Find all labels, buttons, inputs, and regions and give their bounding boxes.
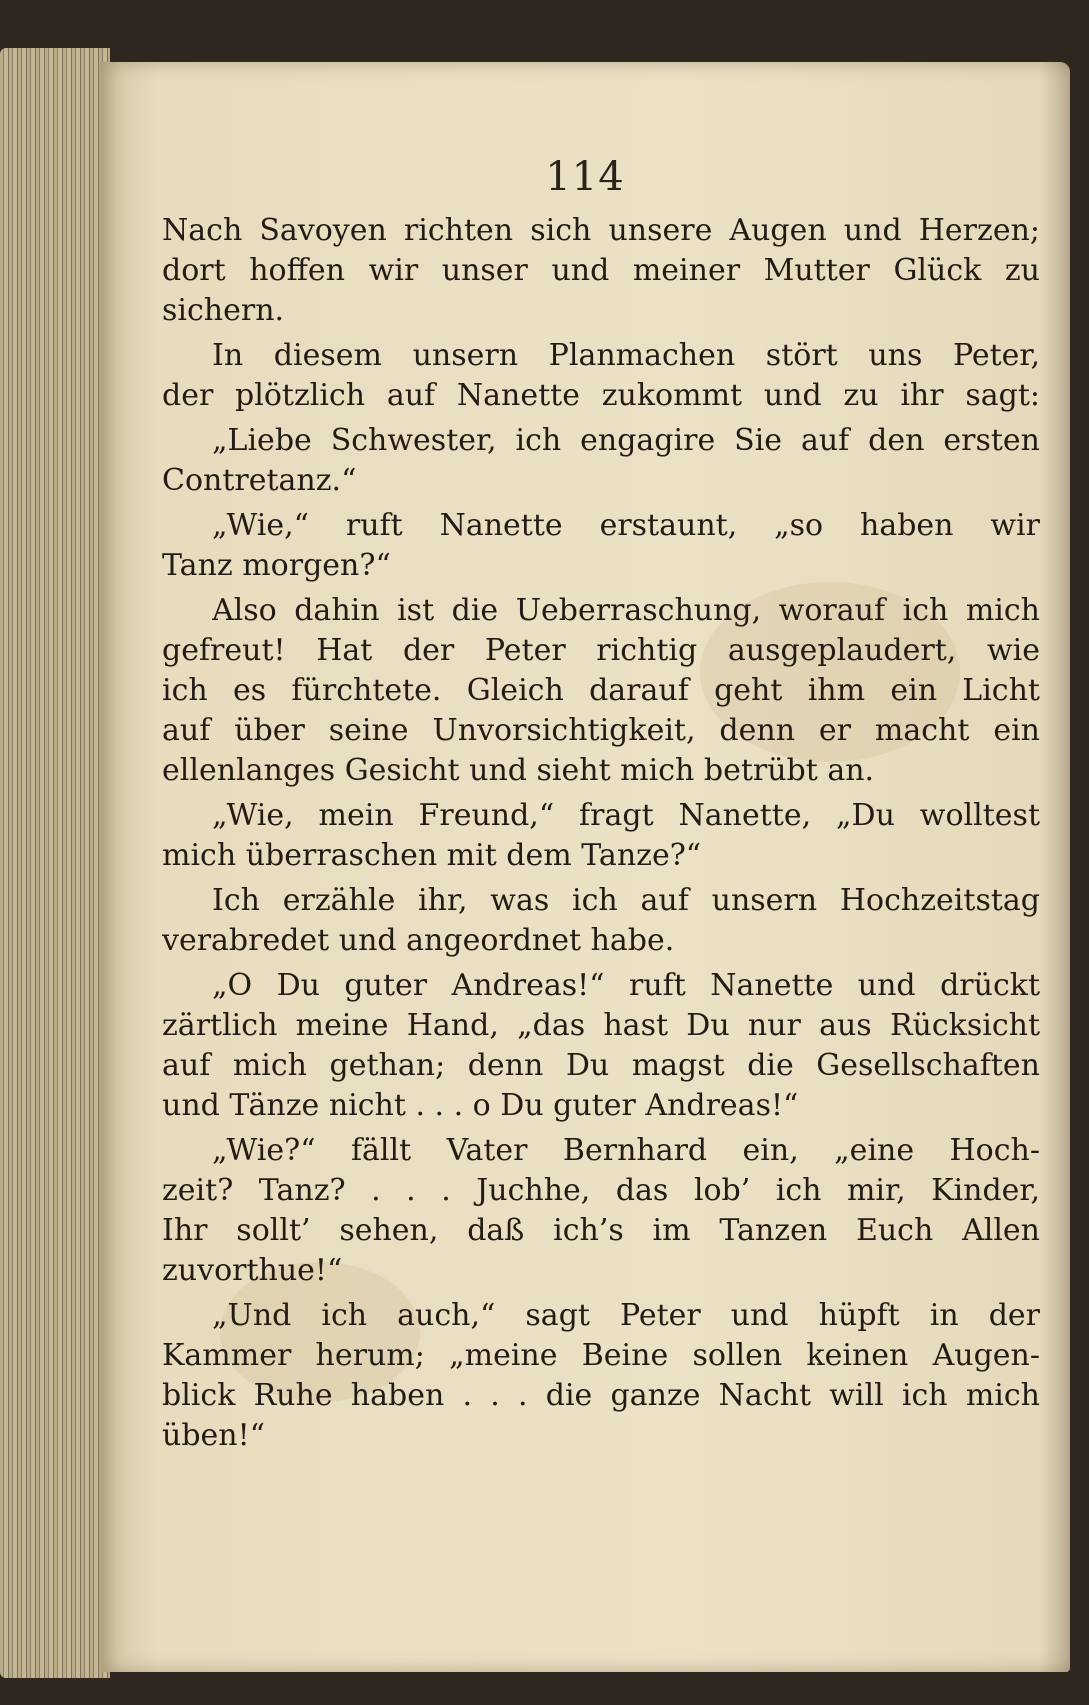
text-line: ich es fürchtete. Gleich darauf geht ihm ein Licht — [162, 673, 1040, 708]
text-line: Nach Savoyen richten sich unsere Augen und Herzen; — [162, 213, 1040, 248]
text-line: „O Du guter Andreas!“ ruft Nanette und drückt — [212, 968, 1040, 1003]
text-line: sichern. — [162, 293, 285, 328]
text-line: Ich erzähle ihr, was ich auf unsern Hochzeitstag — [212, 883, 1040, 918]
text-line: und Tänze nicht . . . o Du guter Andreas!“ — [162, 1088, 799, 1123]
text-line: auf über seine Unvorsichtigkeit, denn er macht ein — [162, 713, 1040, 748]
text-line: Kammer herum; „meine Beine sollen keinen Augen- — [162, 1338, 1040, 1373]
text-line: gefreut! Hat der Peter richtig ausgeplaudert, wie — [162, 633, 1040, 668]
text-line: verabredet und angeordnet habe. — [162, 923, 675, 958]
text-line: In diesem unsern Planmachen stört uns Peter, — [212, 338, 1040, 373]
page-number: 114 — [545, 154, 625, 200]
text-line: mich überraschen mit dem Tanze?“ — [162, 838, 702, 873]
text-line: „Und ich auch,“ sagt Peter und hüpft in der — [212, 1298, 1040, 1333]
text-line: Contretanz.“ — [162, 463, 357, 498]
text-line: üben!“ — [162, 1418, 265, 1453]
text-line: ellenlanges Gesicht und sieht mich betrübt an. — [162, 753, 875, 788]
text-line: Also dahin ist die Ueberraschung, worauf ich mich — [212, 593, 1040, 628]
text-line: „Liebe Schwester, ich engagire Sie auf den ersten — [212, 423, 1040, 458]
page-shadow — [1040, 62, 1070, 1672]
text-line: blick Ruhe haben . . . die ganze Nacht will ich mich — [162, 1378, 1040, 1413]
text-line: zeit? Tanz? . . . Juchhe, das lob’ ich mir, Kinder, — [162, 1173, 1040, 1208]
text-line: „Wie?“ fällt Vater Bernhard ein, „eine Hoch- — [212, 1133, 1040, 1168]
text-line: zärtlich meine Hand, „das hast Du nur aus Rücksicht — [162, 1008, 1040, 1043]
text-line: auf mich gethan; denn Du magst die Gesellschaften — [162, 1048, 1040, 1083]
text-line: „Wie, mein Freund,“ fragt Nanette, „Du wolltest — [212, 798, 1040, 833]
page-stack-edge — [0, 48, 110, 1678]
text-line: Ihr sollt’ sehen, daß ich’s im Tanzen Euch Allen — [162, 1213, 1040, 1248]
text-line: dort hoffen wir unser und meiner Mutter Glück zu — [162, 253, 1040, 288]
text-line: „Wie,“ ruft Nanette erstaunt, „so haben wir — [212, 508, 1040, 543]
text-line: Tanz morgen?“ — [162, 548, 391, 583]
text-line: zuvorthue!“ — [162, 1253, 343, 1288]
text-line: der plötzlich auf Nanette zukommt und zu ihr sagt: — [162, 378, 1040, 413]
